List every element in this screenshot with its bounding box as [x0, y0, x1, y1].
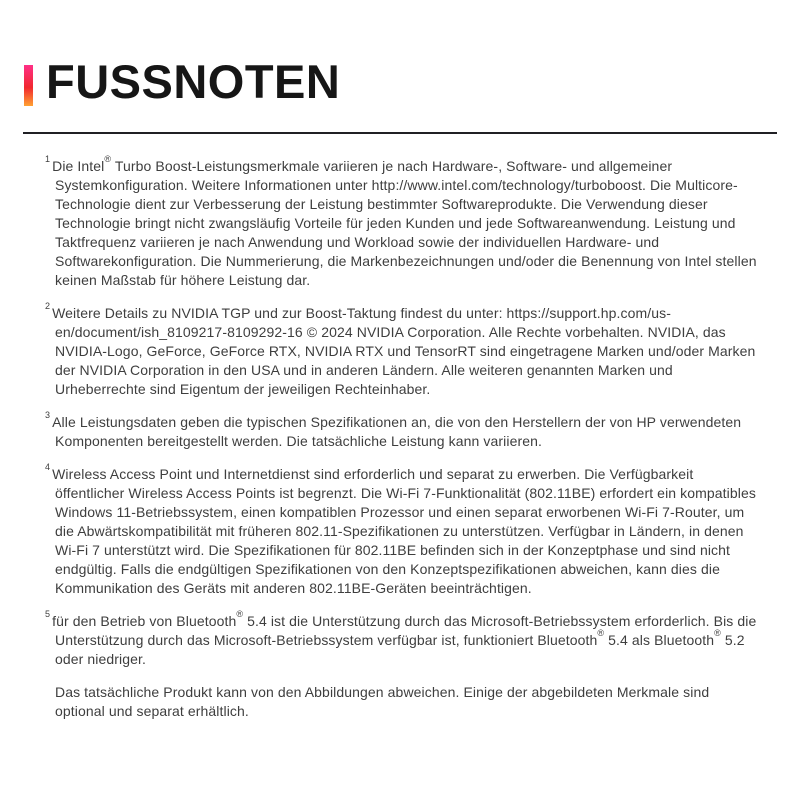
title-accent-bar [24, 65, 33, 106]
footnote-marker-4: 4 [45, 462, 51, 472]
footnote-item-3 [45, 410, 761, 451]
footnote-marker-2: 2 [45, 301, 51, 311]
footnote-text-1: Die Intel® Turbo Boost-Leistungsmerkmale variieren je nach Hardware-, Software- und allgemeiner Systemkonfiguration. Weitere Informationen unter http://www.intel.com/technology/turboboost. Die Multicore-Technologie dient zur Verbesserung der Leistung bestimmter Softwareprodukte. Die Verwendung dieser Technologie bringt nicht zwangsläufig Vorteile für jeden Kunden und jede Softwareanwendung. Leistung und Taktfrequenz variieren je nach Anwendung und Workload sowie der individuellen Hardware- und Softwarekonfiguration. Die Nummerierung, die Markenbezeichnungen und/oder die Benennung von Intel stellen keinen Maßstab für höhere Leistung dar. [52, 154, 757, 288]
footnote-text-2: Weitere Details zu NVIDIA TGP und zur Boost-Taktung findest du unter: https://support.hp.com/us-en/document/ish_8109217-8109292-16 © 2024 NVIDIA Corporation. Alle Rechte vorbehalten. NVIDIA, das NVIDIA-Logo, GeForce, GeForce RTX, NVIDIA RTX und TensorRT sind eingetragene Marken und/oder Marken der NVIDIA Corporation in den USA und in anderen Ländern. Alle weiteren genannten Marken und Urheberrechte sind Eigentum der jeweiligen Rechteinhaber. [52, 305, 756, 397]
page-title: FUSSNOTEN [46, 55, 341, 108]
footnotes-list [45, 154, 761, 721]
title-divider [23, 132, 777, 134]
footnote-item-2 [45, 301, 761, 399]
footnote-marker-1: 1 [45, 154, 51, 164]
footnote-text-4: Wireless Access Point und Internetdienst sind erforderlich und separat zu erwerben. Die Verfügbarkeit öffentlicher Wireless Access Points ist begrenzt. Die Wi-Fi 7-Funktionalität (802.11BE) erfordert ein kompatibles Windows 11-Betriebssystem, einen kompatiblen Prozessor und einen separat erworbenen Wi-Fi 7-Router, um die Abwärtskompatibilität mit früheren 802.11-Spezifikationen zu unterstützen. Verfügbar in Ländern, in denen Wi-Fi 7 unterstützt wird. Die Spezifikationen für 802.11BE befinden sich in der Konzeptphase und sind nicht endgültig. Falls die endgültigen Spezifikationen von den Konzeptspezifikationen abweichen, kann dies die Kommunikation des Geräts mit anderen 802.11BE-Geräten beeinträchtigen. [52, 466, 756, 596]
footnote-marker-5: 5 [45, 609, 51, 619]
footnote-marker-3: 3 [45, 410, 51, 420]
disclaimer-text: Das tatsächliche Produkt kann von den Abbildungen abweichen. Einige der abgebildeten Merkmale sind optional und separat erhältlich. [55, 684, 710, 719]
footnote-item-4 [45, 462, 761, 598]
footnote-text-5: für den Betrieb von Bluetooth® 5.4 ist die Unterstützung durch das Microsoft-Betriebssystem erforderlich. Bis die Unterstützung durch das Microsoft-Betriebssystem verfügbar ist, funktioniert Bluetooth® 5.4 als Bluetooth® 5.2 oder niedriger. [52, 609, 757, 667]
footnote-item-1 [45, 154, 761, 290]
footnote-text-3: Alle Leistungsdaten geben die typischen Spezifikationen an, die von den Herstellern der von HP verwendeten Komponenten bereitgestellt werden. Die tatsächliche Leistung kann variieren. [52, 414, 742, 449]
footnote-item-5 [45, 609, 761, 669]
